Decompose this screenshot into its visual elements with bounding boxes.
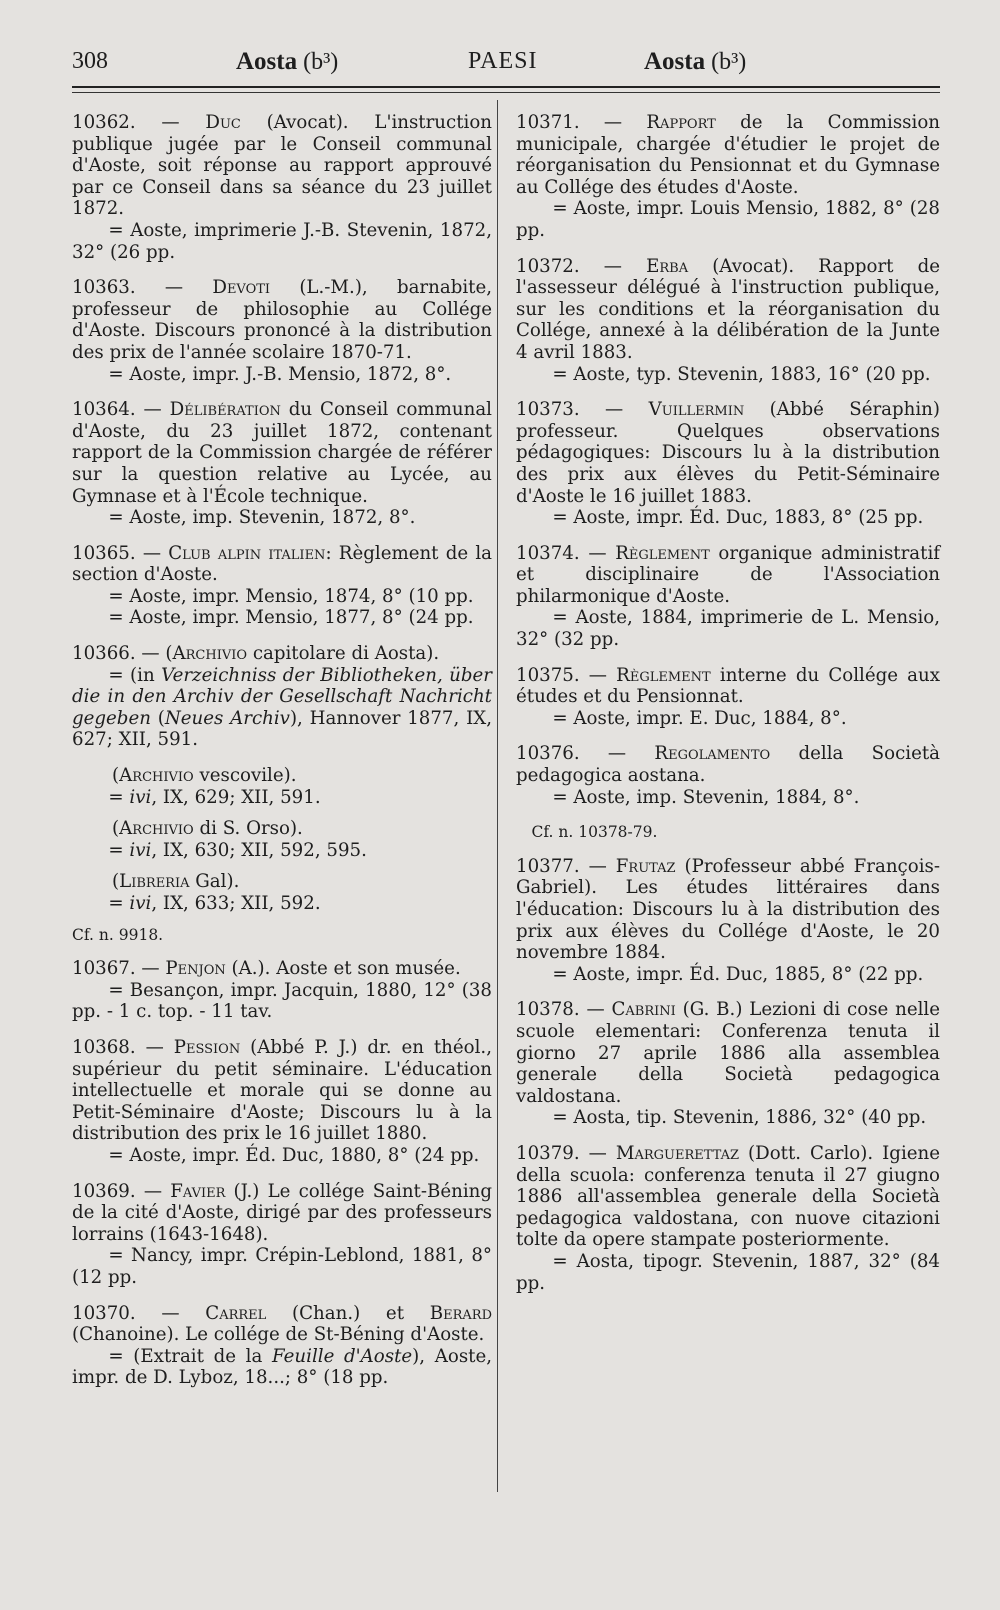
entry-10375: 10375. — Règlement interne du Collége aux études et du Pensionnat. = Aoste, impr. E. Duc, 1884, 8°. — [516, 664, 940, 729]
right-column — [516, 112, 940, 1308]
cross-reference: Cf. n. 9918. — [72, 925, 164, 944]
entry-10373: 10373. — Vuillermin (Abbé Séraphin) professeur. Quelques observations pédagogiques: Discours lu à la distribution des prix aux élèves du Petit-Séminaire d'Aoste le 16 juillet 1883. = Aoste, impr. Éd. Duc, 1883, 8° (25 pp. — [516, 399, 940, 529]
header-center-title: PAESI — [468, 48, 538, 74]
entry-10368: 10368. — Pession (Abbé P. J.) dr. en théol., supérieur du petit séminaire. L'éducation intellectuelle et morale qui se donne au Petit-Séminaire d'Aoste; Discours lu à la distribution des prix le 16 juillet 1880. = Aoste, impr. Éd. Duc, 1880, 8° (24 pp. — [72, 1036, 492, 1166]
entry-10364: 10364. — Délibération du Conseil communal d'Aoste, du 23 juillet 1872, contenant rapport de la Commission chargée de référer sur la question relative au Lycée, au Gymnase et à l'École technique. = Aoste, imp. Stevenin, 1872, 8°. — [72, 399, 492, 529]
entry-10377: 10377. — Frutaz (Professeur abbé François-Gabriel). Les études littéraires dans l'éducation: Discours lu à la distribution des prix aux élèves du Collége d'Aoste, le 20 novembre 1884. = Aoste, impr. Éd. Duc, 1885, 8° (22 pp. — [516, 855, 940, 985]
entry-10369: 10369. — Favier (J.) Le collége Saint-Béning de la cité d'Aoste, dirigé par des professeurs lorrains (1643-1648). = Nancy, impr. Crépin-Leblond, 1881, 8° (12 pp. — [72, 1180, 493, 1288]
left-column — [72, 112, 492, 1403]
header-rule-thick — [72, 86, 940, 88]
entry-10367: 10367. — Penjon (A.). Aoste et son musée. = Besançon, impr. Jacquin, 1880, 12° (38 pp. - 1 c. top. - 11 tav. — [72, 958, 492, 1023]
entry-10366-sub-1: (Archivio vescovile). = ivi, IX, 629; XII, 591. — [108, 765, 321, 808]
page-number: 308 — [72, 48, 108, 74]
entry-10366-sub-3: (Libreria Gal). = ivi, IX, 633; XII, 592. — [108, 871, 321, 914]
entry-10372: 10372. — Erba (Avocat). Rapport de l'assesseur délégué à l'instruction publique, sur les conditions et la réorganisation du Collége, annexé à la délibération de la Junte 4 avril 1883. = Aoste, typ. Stevenin, 1883, 16° (20 pp. — [516, 255, 940, 385]
entry-10366: 10366. — (Archivio capitolare di Aosta). = (in Verzeichniss der Bibliotheken, über die in den Archiv der Gesellschaft Nachricht gegeben (Neues Archiv), Hannover 1877, IX, 627; XII, 591. — [72, 643, 492, 751]
column-divider — [497, 100, 498, 1492]
header-left-title: Aosta (b³) — [236, 48, 339, 75]
entry-10370: 10370. — Carrel (Chan.) et Berard (Chanoine). Le collége de St-Béning d'Aoste. = (Extrait de la Feuille d'Aoste), Aoste, impr. de D. Lyboz, 18...; 8° (18 pp. — [72, 1302, 493, 1389]
running-header — [72, 40, 940, 82]
entry-10365: 10365. — Club alpin italien: Règlement de la section d'Aoste. = Aoste, impr. Mensio, 1874, 8° (10 pp. = Aoste, impr. Mensio, 1877, 8° (24 pp. — [72, 542, 492, 629]
entry-10371: 10371. — Rapport de la Commission municipale, chargée d'étudier le projet de réorganisation du Pensionnat et du Gymnase au Collége des études d'Aoste. = Aoste, impr. Louis Mensio, 1882, 8° (28 pp. — [516, 112, 940, 241]
entry-10378: 10378. — Cabrini (G. B.) Lezioni di cose nelle scuole elementari: Conferenza tenuta il giorno 27 aprile 1886 alla assemblea generale della Società pedagogica valdostana. = Aosta, tip. Stevenin, 1886, 32° (40 pp. — [516, 999, 940, 1129]
entry-10374: 10374. — Règlement organique administratif et disciplinaire de l'Association philarmonique d'Aoste. = Aoste, 1884, imprimerie de L. Mensio, 32° (32 pp. — [516, 542, 940, 651]
entry-10362: 10362. — Duc (Avocat). L'instruction publique jugée par le Conseil communal d'Aoste, soit réponse au rapport approuvé par ce Conseil dans sa séance du 23 juillet 1872. = Aoste, imprimerie J.-B. Stevenin, 1872, 32° (26 pp. — [72, 112, 492, 263]
entry-10366-sub-2: (Archivio di S. Orso). = ivi, IX, 630; XII, 592, 595. — [108, 818, 367, 861]
entry-10379: 10379. — Marguerettaz (Dott. Carlo). Igiene della scuola: conferenza tenuta il 27 giugno 1886 all'assemblea generale della Società pedagogica valdostana, con nuove citazioni tolte da opere stampate posteriormente. = Aosta, tipogr. Stevenin, 1887, 32° (84 pp. — [516, 1142, 941, 1294]
entry-10376: 10376. — Regolamento della Società pedagogica aostana. = Aoste, imp. Stevenin, 1884, 8°. — [516, 743, 940, 808]
entry-10363: 10363. — Devoti (L.-M.), barnabite, professeur de philosophie au Collége d'Aoste. Discours prononcé à la distribution des prix de l'année scolaire 1870-71. = Aoste, impr. J.-B. Mensio, 1872, 8°. — [72, 277, 493, 385]
cross-reference: Cf. n. 10378-79. — [531, 823, 658, 842]
header-right-title: Aosta (b³) — [644, 48, 747, 75]
header-rule-thin — [72, 92, 940, 93]
